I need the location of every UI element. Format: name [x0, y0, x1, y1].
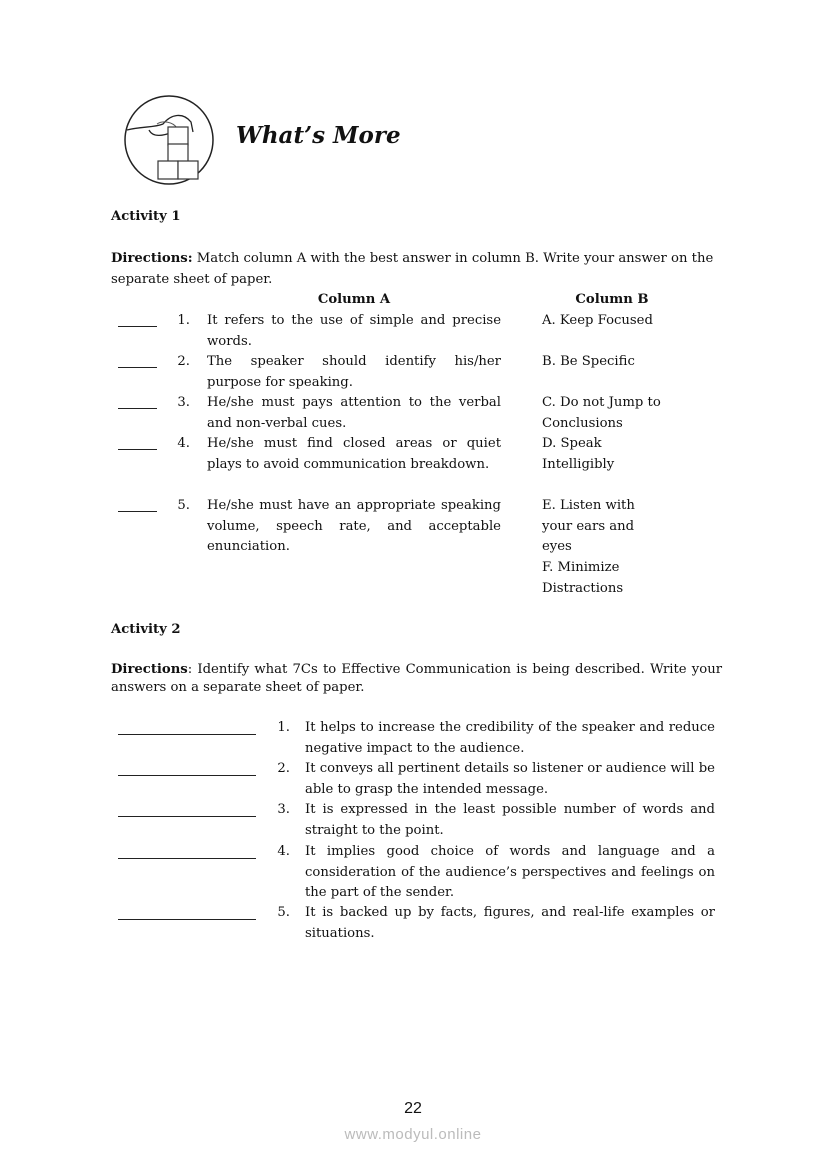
item-number: 2.	[177, 354, 190, 369]
answer-blank[interactable]	[118, 511, 157, 512]
column-b-choice: A. Keep Focused	[542, 313, 653, 328]
page-number: 22	[404, 1100, 422, 1117]
answer-blank[interactable]	[118, 734, 256, 735]
column-a-header: Column A	[317, 292, 391, 307]
description-item: It implies good choice of words and language and a consideration of the audience’s perspectives and feelings on the part of the sender.	[305, 844, 715, 901]
column-b-choice: F. Minimize Distractions	[542, 560, 624, 596]
description-item: It conveys all pertinent details so listener or audience will be able to grasp the intended message.	[305, 761, 715, 797]
activity-2-heading: Activity 2	[111, 622, 181, 637]
activity-2-directions	[111, 661, 722, 697]
item-number: 4.	[177, 436, 190, 451]
description-item: It helps to increase the credibility of the speaker and reduce negative impact to the audience.	[305, 720, 715, 756]
description-item: It is backed up by facts, figures, and real-life examples or situations.	[305, 905, 715, 941]
item-number: 1.	[277, 720, 290, 735]
directions-label: Directions:	[111, 251, 193, 266]
column-a-item: It refers to the use of simple and precise words.	[207, 313, 501, 349]
answer-blank[interactable]	[118, 449, 157, 450]
column-a-item: He/she must have an appropriate speaking volume, speech rate, and acceptable enunciation.	[207, 498, 501, 555]
item-number: 5.	[277, 905, 290, 920]
section-title: What’s More	[236, 122, 401, 149]
directions-text: Match column A with the best answer in column B. Write your answer on the separate sheet of paper.	[111, 251, 714, 287]
item-number: 5.	[177, 498, 190, 513]
answer-blank[interactable]	[118, 408, 157, 409]
column-b-choice: B. Be Specific	[542, 354, 635, 369]
column-a-item: The speaker should identify his/her purpose for speaking.	[207, 354, 501, 390]
directions-label: Directions	[111, 662, 188, 677]
answer-blank[interactable]	[118, 858, 256, 859]
description-item: It is expressed in the least possible number of words and straight to the point.	[305, 802, 715, 838]
column-b-header: Column B	[575, 292, 649, 307]
answer-blank[interactable]	[118, 367, 157, 368]
column-b-choice: D. Speak Intelligibly	[542, 436, 615, 472]
answer-blank[interactable]	[118, 775, 256, 776]
column-a-item: He/she must pays attention to the verbal and non-verbal cues.	[207, 395, 501, 431]
item-number: 1.	[177, 313, 190, 328]
answer-blank[interactable]	[118, 816, 256, 817]
directions-text: : Identify what 7Cs to Effective Communication is being described. Write your answers on a separate sheet of paper.	[111, 662, 722, 695]
item-number: 3.	[277, 802, 290, 817]
item-number: 3.	[177, 395, 190, 410]
activity-1-directions	[111, 249, 725, 290]
column-b-choice: E. Listen with your ears and eyes	[542, 498, 635, 555]
item-number: 4.	[277, 844, 290, 859]
watermark: www.modyul.online	[344, 1126, 482, 1143]
item-number: 2.	[277, 761, 290, 776]
answer-blank[interactable]	[118, 919, 256, 920]
activity-1-heading: Activity 1	[111, 209, 181, 224]
column-a-item: He/she must find closed areas or quiet plays to avoid communication breakdown.	[207, 436, 501, 472]
column-b-choice: C. Do not Jump to Conclusions	[542, 395, 661, 431]
answer-blank[interactable]	[118, 326, 157, 327]
hand-stacking-blocks-icon	[123, 94, 215, 186]
